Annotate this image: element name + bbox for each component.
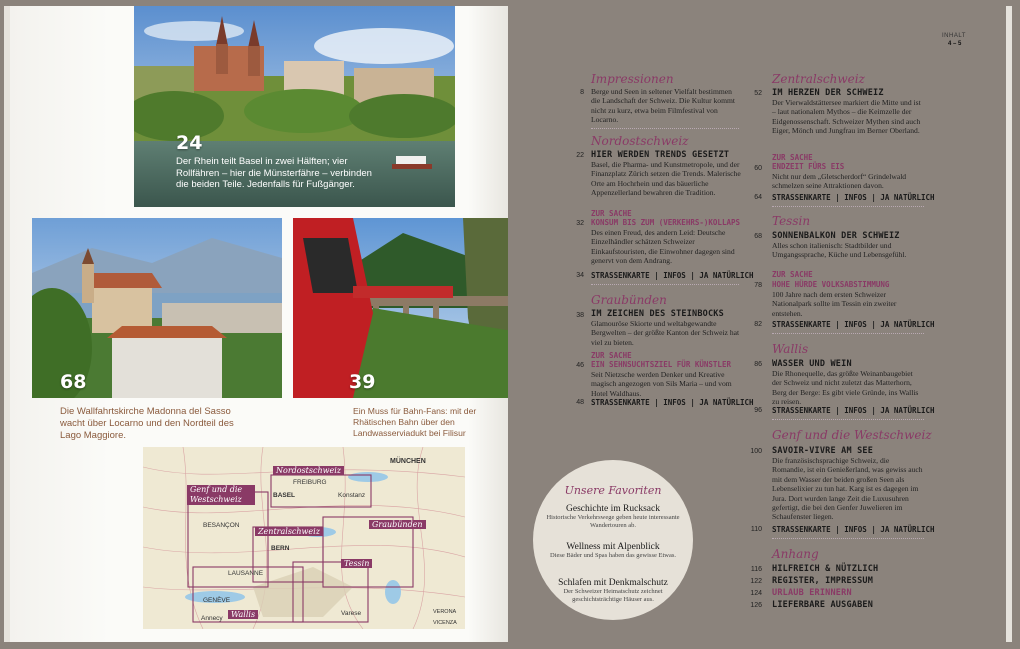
reference-line: STRASSENKARTE | INFOS | JA NATÜRLICH — [591, 398, 754, 407]
reference-line: STRASSENKARTE | INFOS | JA NATÜRLICH — [772, 193, 935, 202]
chapter-heading: HIER WERDEN TRENDS GESETZT — [591, 150, 730, 160]
photo-number: 39 — [349, 371, 376, 393]
section-title-impressionen: Impressionen — [591, 72, 674, 86]
zur-sache-heading: EIN SEHNSUCHTSZIEL FÜR KÜNSTLER — [591, 360, 731, 369]
photo-number: 68 — [60, 371, 87, 393]
map-place: LAUSANNE — [228, 570, 264, 577]
photo-caption-railway: Ein Muss für Bahn-Fans: mit der Rhätischen Bahn über den Landwasserviadukt bei Filisur — [353, 406, 477, 438]
section-label: INHALT — [942, 33, 966, 39]
section-text: Seit Nietzsche werden Denker und Kreative magisch angezogen von Sils Maria – und vom Hotel Waldhaus. — [591, 370, 732, 398]
reference-line: STRASSENKARTE | INFOS | JA NATÜRLICH — [772, 406, 935, 415]
map-region-label: Tessin — [341, 559, 372, 568]
overview-map — [143, 447, 465, 629]
section-title-nordost: Nordostschweiz — [591, 134, 689, 148]
section-text: Basel, die Pharma- und Kunstmetropole, und der Finanzplatz Zürich setzen die Trends. Malerische Orte am Hochrhein und das bäuerliche Appenzellerland bewahren die Tradition. — [591, 160, 741, 198]
photo-rhaetian-railway — [293, 218, 508, 398]
chapter-heading: IM HERZEN DER SCHWEIZ — [772, 88, 884, 98]
reference-line: STRASSENKARTE | INFOS | JA NATÜRLICH — [772, 320, 935, 329]
divider — [591, 128, 739, 129]
favorite-text: Diese Bäder und Spas haben das gewisse Etwas. — [550, 552, 676, 559]
photo-caption-basel: Der Rhein teilt Basel in zwei Hälften; vier Rollfähren – hier die Münsterfähre – verbinden die beiden Teile. Jedenfalls für Fußgänger. — [176, 156, 372, 190]
map-place: Varese — [341, 610, 362, 617]
section-title-tessin: Tessin — [772, 214, 811, 228]
favorite-name: Geschichte im Rucksack — [566, 504, 660, 514]
page-number: 78 — [754, 282, 762, 289]
page-range: 4 – 5 — [948, 41, 962, 47]
reference-line: STRASSENKARTE | INFOS | JA NATÜRLICH — [591, 271, 754, 280]
page-number: 116 — [750, 566, 762, 573]
section-text: Alles schon italienisch: Stadtbilder und Umgangssprache, Küche und Lebensgefühl. — [772, 241, 907, 260]
chapter-heading: SONNENBALKON DER SCHWEIZ — [772, 231, 900, 241]
chapter-heading: SAVOIR-VIVRE AM SEE — [772, 446, 874, 456]
map-region-label: Genf und die Westschweiz — [187, 485, 255, 505]
section-text: Nicht nur dem „Gletscherdorf“ Grindelwald schmelzen seine Attraktionen davon. — [772, 172, 907, 191]
page-number: 52 — [754, 90, 762, 97]
section-text: Der Vierwaldstättersee markiert die Mitte und ist – laut nationalem Mythos – die Keimzelle der Eidgenossenschaft. Schweizer Mythen sind auch Eiger, Mönch und Jungfrau im Berner Oberland. — [772, 98, 921, 136]
zur-sache-label: ZUR SACHE — [772, 270, 813, 279]
map-place: VERONA — [433, 609, 457, 615]
left-page — [10, 6, 508, 642]
divider — [772, 333, 924, 334]
page-number: 64 — [754, 194, 762, 201]
map-place: VICENZA — [433, 620, 457, 626]
page-number: 34 — [576, 272, 584, 279]
favorite-name: Schlafen mit Denkmalschutz — [558, 578, 668, 588]
divider — [772, 538, 924, 539]
favorite-name: Wellness mit Alpenblick — [566, 542, 660, 552]
zur-sache-label: ZUR SACHE — [591, 351, 632, 360]
page-number: 122 — [750, 578, 762, 585]
divider — [591, 284, 739, 285]
zur-sache-heading: HOHE HÜRDE VOLKSABSTIMMUNG — [772, 280, 890, 289]
page-number: 110 — [750, 526, 762, 533]
map-region-label: Graubünden — [369, 520, 426, 529]
appendix-item: URLAUB ERINNERN — [772, 588, 852, 598]
section-text: 100 Jahre nach dem ersten Schweizer Nationalpark sollte im Tessin ein zweiter entstehen. — [772, 290, 897, 318]
page-number: 96 — [754, 407, 762, 414]
section-title-genf: Genf und die Westschweiz — [772, 428, 932, 442]
appendix-item: HILFREICH & NÜTZLICH — [772, 564, 879, 574]
section-text: Die Rhonequelle, das größte Weinanbaugebiet der Schweiz und nicht zuletzt das Matterhorn, Berg der Berge: Es gibt viele Gründe, ins Wallis zu reisen. — [772, 369, 919, 407]
zur-sache-label: ZUR SACHE — [591, 209, 632, 218]
chapter-heading: WASSER UND WEIN — [772, 359, 852, 369]
page-number: 32 — [576, 220, 584, 227]
section-text: Berge und Seen in seltener Vielfalt bestimmen die Landschaft der Schweiz. Die Kultur kommt nicht zu kurz, etwa beim Filmfestival von Locarno. — [591, 87, 736, 125]
zur-sache-heading: ENDZEIT FÜRS EIS — [772, 162, 845, 171]
page-number: 22 — [576, 152, 584, 159]
photo-caption-madonna: Die Wallfahrtskirche Madonna del Sasso wacht über Locarno und den Nordteil des Lago Maggiore. — [60, 406, 234, 441]
favorite-text: Historische Verkehrswege geben heute interessante Wandertouren ab. — [546, 514, 680, 529]
section-title-graubuenden: Graubünden — [591, 293, 667, 307]
map-place: GENÈVE — [203, 597, 231, 604]
page-number: 68 — [754, 233, 762, 240]
map-region-label: Nordostschweiz — [273, 466, 344, 475]
divider — [772, 206, 924, 207]
map-region-label: Zentralschweiz — [255, 527, 323, 536]
map-place: Konstanz — [338, 492, 366, 499]
page-number: 8 — [580, 89, 584, 96]
page-number: 124 — [750, 590, 762, 597]
map-place: MÜNCHEN — [390, 458, 426, 465]
map-place: BASEL — [273, 492, 296, 499]
appendix-item: LIEFERBARE AUSGABEN — [772, 600, 874, 610]
map-place: BESANÇON — [203, 522, 240, 529]
section-title-anhang: Anhang — [772, 547, 819, 561]
reference-line: STRASSENKARTE | INFOS | JA NATÜRLICH — [772, 525, 935, 534]
page-number: 82 — [754, 321, 762, 328]
map-region-label: Wallis — [228, 610, 258, 619]
appendix-item: REGISTER, IMPRESSUM — [772, 576, 874, 586]
page-number: 126 — [750, 602, 762, 609]
section-title-wallis: Wallis — [772, 342, 809, 356]
section-text: Glamouröse Skiorte und weltabgewandte Bergwelten – der größte Kanton der Schweiz hat viel zu bieten. — [591, 319, 740, 347]
section-title-zentral: Zentralschweiz — [772, 72, 865, 86]
page-number: 100 — [750, 448, 762, 455]
photo-madonna-del-sasso — [32, 218, 282, 398]
map-place: Annecy — [201, 615, 223, 622]
page-number: 38 — [576, 312, 584, 319]
railway-illustration — [293, 218, 508, 398]
map-place: BERN — [271, 545, 290, 552]
favorites-title: Unsere Favoriten — [564, 484, 662, 497]
page-edges-right — [1006, 6, 1012, 642]
map-place: FREIBURG — [293, 479, 327, 486]
photo-number: 24 — [176, 132, 203, 154]
section-text: Des einen Freud, des andern Leid: Deutsche Einzelhändler schätzen Schweizer Einkaufstouristen, die Einwohner dagegen sind genervt von dem Andrang. — [591, 228, 735, 266]
zur-sache-label: ZUR SACHE — [772, 153, 813, 162]
page-number: 48 — [576, 399, 584, 406]
photo-basel — [134, 6, 455, 207]
zur-sache-heading: KONSUM BIS ZUM (VERKEHRS-)KOLLAPS — [591, 218, 741, 227]
section-text: Die französischsprachige Schweiz, die Romandie, ist ein Genießerland, was gewiss auch mit dem Wasser der beiden großen Seen als Lebenselixier zu tun hat. Karg ist es dagegen im Jura. Dort wurden lange Zeit die Luxusuhren gefertigt, die bei den Genfer Juwelieren im Schaufenster liegen. — [772, 456, 923, 522]
page-number: 46 — [576, 362, 584, 369]
page-number: 60 — [754, 165, 762, 172]
chapter-heading: IM ZEICHEN DES STEINBOCKS — [591, 309, 724, 319]
favorite-text: Der Schweizer Heimatschutz zeichnet geschichtsträchtige Häuser aus. — [563, 588, 663, 603]
page-number: 86 — [754, 361, 762, 368]
divider — [772, 419, 924, 420]
